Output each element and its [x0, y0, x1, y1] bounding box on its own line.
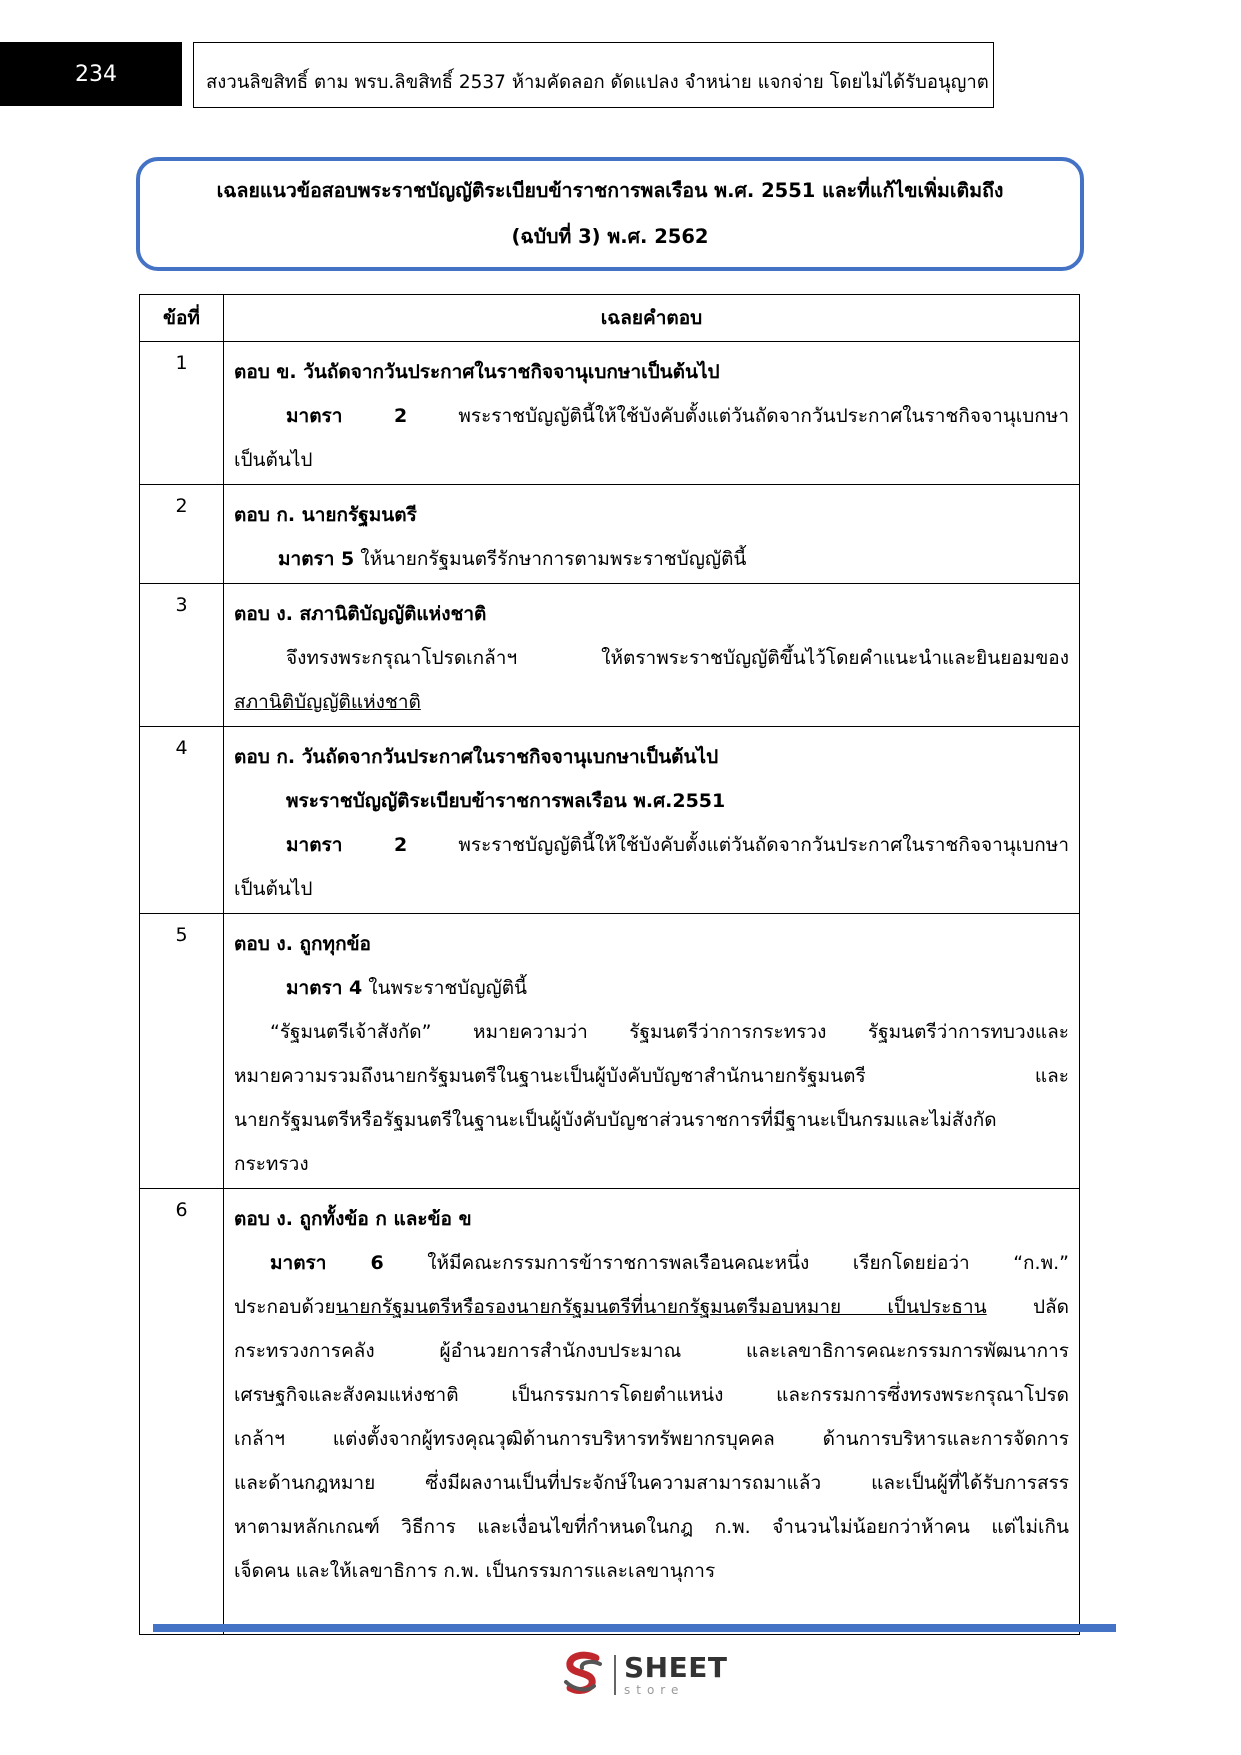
question-number: 2 — [140, 485, 224, 584]
column-header-number: ข้อที่ — [140, 295, 224, 342]
section-text: และด้านกฎหมาย ซึ่งมีผลงานเป็นที่ประจักษ์ในความสามารถมาแล้ว และเป็นผู้ที่ได้รับการสรร — [234, 1472, 1069, 1494]
copyright-notice: สงวนลิขสิทธิ์ ตาม พรบ.ลิขสิทธิ์ 2537 ห้ามคัดลอก ดัดแปลง จำหน่าย แจกจ่าย โดยไม่ได้รับอนุญาต — [193, 42, 994, 108]
page-number: 234 — [0, 42, 182, 106]
answer-choice: ตอบ ก. นายกรัฐมนตรี — [234, 504, 417, 526]
section-text: เศรษฐกิจและสังคมแห่งชาติ เป็นกรรมการโดยตำแหน่ง และกรรมการซึ่งทรงพระกรุณาโปรด — [234, 1384, 1069, 1406]
section-text: หาตามหลักเกณฑ์ วิธีการ และเงื่อนไขที่กำหนดในกฎ ก.พ. จำนวนไม่น้อยกว่าห้าคน แต่ไม่เกิน — [234, 1516, 1069, 1538]
question-number: 1 — [140, 342, 224, 485]
section-label: มาตรา 2 — [286, 834, 408, 856]
sheet-store-logo-icon — [560, 1650, 608, 1700]
act-title: พระราชบัญญัติระเบียบข้าราชการพลเรือน พ.ศ.2551 — [286, 790, 726, 812]
table-row — [140, 485, 1080, 584]
answer-key-table — [139, 294, 1080, 1635]
section-text: เกล้าฯ แต่งตั้งจากผู้ทรงคุณวุฒิด้านการบริหารทรัพยากรบุคคล ด้านการบริหารและการจัดการ — [234, 1428, 1069, 1450]
question-number: 5 — [140, 914, 224, 1189]
section-label: มาตรา 6 — [270, 1252, 384, 1274]
section-text: หมายความรวมถึงนายกรัฐมนตรีในฐานะเป็นผู้บังคับบัญชาสำนักนายกรัฐมนตรี และ — [234, 1065, 1069, 1087]
answer-cell — [224, 727, 1080, 914]
logo-subword: store — [624, 1683, 685, 1697]
logo-text — [624, 1651, 728, 1697]
section-text: มาตรา 6 ให้มีคณะกรรมการข้าราชการพลเรือนคณะหนึ่ง เรียกโดยย่อว่า “ก.พ.” — [270, 1252, 1069, 1274]
sheet-store-logo — [560, 1648, 730, 1702]
section-text: นายกรัฐมนตรีหรือรัฐมนตรีในฐานะเป็นผู้บังคับบัญชาส่วนราชการที่มีฐานะเป็นกรมและไม่สังกัด — [234, 1109, 997, 1131]
table-header-row — [140, 295, 1080, 342]
answer-cell — [224, 485, 1080, 584]
section-text: เป็นต้นไป — [234, 449, 313, 471]
section-label: มาตรา 4 — [286, 977, 363, 999]
section-text: เป็นต้นไป — [234, 878, 313, 900]
answer-choice: ตอบ ง. สภานิติบัญญัติแห่งชาติ — [234, 603, 487, 625]
section-label: มาตรา 5 — [278, 548, 355, 570]
answer-choice: ตอบ ข. วันถัดจากวันประกาศในราชกิจจานุเบกษาเป็นต้นไป — [234, 361, 720, 383]
answer-cell — [224, 584, 1080, 727]
question-number: 6 — [140, 1189, 224, 1635]
section-text: เจ็ดคน และให้เลขาธิการ ก.พ. เป็นกรรมการและเลขานุการ — [234, 1560, 716, 1582]
section-text: ประกอบด้วยนายกรัฐมนตรีหรือรองนายกรัฐมนตรีที่นายกรัฐมนตรีมอบหมาย เป็นประธาน ปลัด — [234, 1296, 1069, 1318]
answer-cell — [224, 1189, 1080, 1635]
table-row — [140, 342, 1080, 485]
table-row — [140, 584, 1080, 727]
answer-cell — [224, 914, 1080, 1189]
table-row — [140, 1189, 1080, 1635]
section-text: กระทรวง — [234, 1153, 309, 1175]
section-text: จึงทรงพระกรุณาโปรดเกล้าฯ ให้ตราพระราชบัญญัติขึ้นไว้โดยคำแนะนำและยินยอมของ — [286, 647, 1069, 669]
footer-divider — [153, 1624, 1116, 1632]
table-row — [140, 914, 1080, 1189]
section-text: สภานิติบัญญัติแห่งชาติ — [234, 691, 421, 713]
column-header-answer: เฉลยคำตอบ — [224, 295, 1080, 342]
section-text: กระทรวงการคลัง ผู้อำนวยการสำนักงบประมาณ และเลขาธิการคณะกรรมการพัฒนาการ — [234, 1340, 1069, 1362]
section-text: มาตรา 2 พระราชบัญญัตินี้ให้ใช้บังคับตั้งแต่วันถัดจากวันประกาศในราชกิจจานุเบกษา — [286, 834, 1069, 856]
section-text: มาตรา 5 ให้นายกรัฐมนตรีรักษาการตามพระราชบัญญัตินี้ — [278, 548, 747, 570]
logo-word: SHEET — [624, 1651, 728, 1684]
answer-choice: ตอบ ก. วันถัดจากวันประกาศในราชกิจจานุเบกษาเป็นต้นไป — [234, 746, 719, 768]
answer-cell — [224, 342, 1080, 485]
section-text: “รัฐมนตรีเจ้าสังกัด” หมายความว่า รัฐมนตรีว่าการกระทรวง รัฐมนตรีว่าการทบวงและ — [270, 1021, 1069, 1043]
section-text: มาตรา 2 พระราชบัญญัตินี้ให้ใช้บังคับตั้งแต่วันถัดจากวันประกาศในราชกิจจานุเบกษา — [286, 405, 1069, 427]
section-text: มาตรา 4 ในพระราชบัญญัตินี้ — [286, 977, 528, 999]
section-label: มาตรา 2 — [286, 405, 408, 427]
answer-choice: ตอบ ง. ถูกทั้งข้อ ก และข้อ ข — [234, 1208, 472, 1230]
underlined-text: นายกรัฐมนตรีหรือรองนายกรัฐมนตรีที่นายกรัฐมนตรีมอบหมาย เป็นประธาน — [335, 1296, 987, 1318]
page-title-box — [136, 157, 1084, 271]
answer-choice: ตอบ ง. ถูกทุกข้อ — [234, 933, 371, 955]
page-title-line-2: (ฉบับที่ 3) พ.ศ. 2562 — [511, 225, 709, 248]
page-title-line-1: เฉลยแนวข้อสอบพระราชบัญญัติระเบียบข้าราชการพลเรือน พ.ศ. 2551 และที่แก้ไขเพิ่มเติมถึง — [216, 179, 1004, 202]
table-row — [140, 727, 1080, 914]
logo-separator — [614, 1655, 616, 1695]
question-number: 3 — [140, 584, 224, 727]
question-number: 4 — [140, 727, 224, 914]
